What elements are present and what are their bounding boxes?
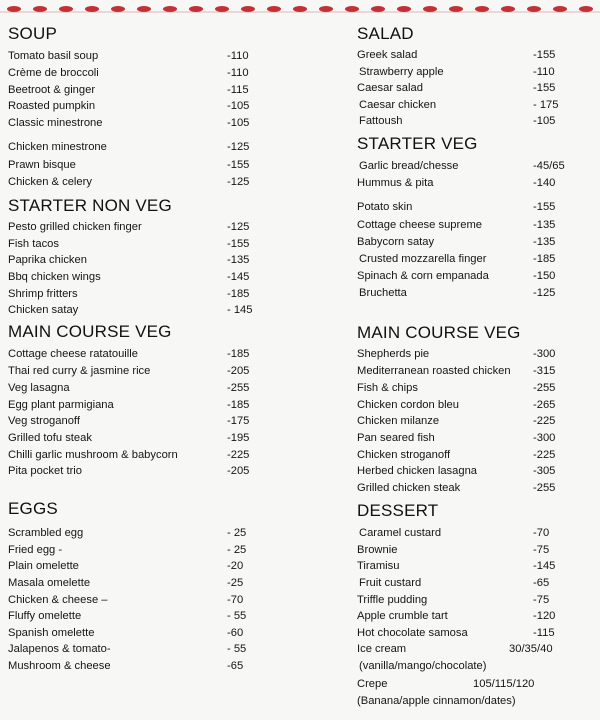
menu-item-name: Potato skin [357,201,413,213]
menu-item-name: Mushroom & cheese [8,660,111,672]
menu-item-name: Mediterranean roasted chicken [357,365,511,377]
menu-item-name: Cottage cheese ratatouille [8,348,138,360]
menu-item-name: Beetroot & ginger [8,84,96,96]
menu-item-price: -125 [533,287,556,299]
menu-item-name: Caramel custard [359,527,442,539]
menu-item-price: -225 [533,449,556,461]
menu-item-price: -110 [533,66,555,78]
menu-item-name: Pesto grilled chicken finger [8,221,142,233]
menu-item-price: -65 [227,660,244,672]
menu-item-name: Herbed chicken lasagna [357,465,478,477]
menu-item-price: -225 [227,449,250,461]
menu-item-price: -25 [227,577,244,589]
menu-item-price: -105 [227,100,250,112]
menu-item-price: -185 [227,399,250,411]
menu-item-name: Ice cream [357,643,407,655]
menu-item-price: -75 [533,594,550,606]
menu-item-price: -75 [533,544,550,556]
menu-item-price: -175 [227,415,250,427]
menu-item-price: -120 [533,610,556,622]
menu-item-name: Plain omelette [8,560,79,572]
menu-item-name: Chicken minestrone [8,141,107,153]
menu-item-price: -70 [533,527,550,539]
menu-item-price: -135 [533,236,556,248]
menu-item-name: Spinach & corn empanada [357,270,489,282]
menu-item-name: Pan seared fish [357,432,435,444]
menu-item-name: Chicken & celery [8,176,92,188]
menu-item-name: Thai red curry & jasmine rice [8,365,151,377]
menu-item-price: -305 [533,465,556,477]
menu-item-name: Grilled chicken steak [357,482,461,494]
menu-item-price: -135 [533,219,556,231]
section-title-dessert: DESSERT [357,501,439,520]
menu-item-name: Strawberry apple [359,66,444,78]
menu-item-price: -300 [533,348,556,360]
section-title-starter-non-veg: STARTER NON VEG [8,196,172,215]
section-title-eggs: EGGS [8,499,58,518]
menu-item-name: Egg plant parmigiana [8,399,114,411]
menu-item-name: Grilled tofu steak [8,432,92,444]
menu-item-price: -255 [533,482,556,494]
menu-item-name: Garlic bread/chesse [359,160,459,172]
menu-item-price: -20 [227,560,244,572]
menu-item-name: Apple crumble tart [357,610,448,622]
menu-item-name: (vanilla/mango/chocolate) [359,660,487,672]
menu-item-price: -195 [227,432,250,444]
menu-item-name: (Banana/apple cinnamon/dates) [357,695,516,707]
menu-item-name: Chicken satay [8,304,79,316]
menu-item-price: -70 [227,594,244,606]
menu-item-price: -110 [227,67,249,79]
menu-item-price: -145 [227,271,250,283]
menu-item-price: -205 [227,365,250,377]
menu-item-price: 30/35/40 [509,643,553,655]
menu-item-price: -185 [227,288,250,300]
menu-item-name: Bruchetta [359,287,407,299]
menu-item-name: Fluffy omelette [8,610,82,622]
menu-item-price: -300 [533,432,556,444]
section-title-main-course-veg-right: MAIN COURSE VEG [357,323,521,342]
menu-item-name: Hot chocolate samosa [357,627,468,639]
menu-item-name: Pita pocket trio [8,465,82,477]
menu-item-name: Cottage cheese supreme [357,219,483,231]
menu-item-name: Hummus & pita [357,177,434,189]
menu-item-price: - 55 [227,643,247,655]
menu-item-price: -155 [533,49,556,61]
menu-item-price: -140 [533,177,556,189]
menu-item-name: Fruit custard [359,577,422,589]
menu-item-name: Triffle pudding [357,594,428,606]
menu-item-name: Fattoush [359,115,403,127]
menu-item-price: -185 [533,253,556,265]
section-title-salad: SALAD [357,24,414,43]
menu-item-price: -255 [533,382,556,394]
menu-item-name: Roasted pumpkin [8,100,96,112]
menu-item-name: Greek salad [357,49,418,61]
menu-item-price: -150 [533,270,556,282]
menu-item-name: Chicken & cheese – [8,594,108,606]
menu-item-price: -155 [227,159,250,171]
menu-item-name: Scrambled egg [8,527,84,539]
menu-item-price: -115 [227,84,249,96]
menu-item-price: -315 [533,365,556,377]
menu-item-price: -135 [227,254,250,266]
menu-item-price: -110 [227,50,249,62]
menu-item-price: -155 [533,82,556,94]
menu-item-name: Classic minestrone [8,117,103,129]
menu-item-price: - 175 [533,99,559,111]
menu-item-name: Veg lasagna [8,382,70,394]
menu-item-name: Chicken cordon bleu [357,399,459,411]
menu-item-price: - 55 [227,610,247,622]
menu-item-name: Bbq chicken wings [8,271,101,283]
menu-item-price: -45/65 [533,160,565,172]
menu-item-price: -65 [533,577,550,589]
menu-item-price: -185 [227,348,250,360]
menu-item-price: -225 [533,415,556,427]
menu-item-name: Brownie [357,544,398,556]
menu-item-price: -255 [227,382,250,394]
menu-item-price: -105 [227,117,250,129]
menu-item-name: Masala omelette [8,577,91,589]
menu-item-name: Veg stroganoff [8,415,80,427]
menu-item-name: Tomato basil soup [8,50,99,62]
section-title-soup: SOUP [8,24,57,43]
menu-item-name: Tiramisu [357,560,400,572]
menu-item-price: -265 [533,399,556,411]
section-title-main-course-veg-left: MAIN COURSE VEG [8,322,172,341]
top-red-border-decoration [0,0,600,22]
menu-item-name: Shrimp fritters [8,288,78,300]
menu-item-name: Fish & chips [357,382,418,394]
menu-item-name: Prawn bisque [8,159,76,171]
menu-item-price: -115 [533,627,555,639]
menu-item-price: -145 [533,560,556,572]
menu-item-name: Spanish omelette [8,627,95,639]
menu-item-name: Crepe [357,678,388,690]
menu-item-name: Chicken milanze [357,415,440,427]
menu-item-name: Paprika chicken [8,254,87,266]
menu-item-name: Chilli garlic mushroom & babycorn [8,449,178,461]
menu-item-name: Fried egg - [8,544,63,556]
menu-item-name: Jalapenos & tomato- [8,643,111,655]
menu-item-price: - 25 [227,544,247,556]
menu-item-price: -155 [533,201,556,213]
section-title-starter-veg: STARTER VEG [357,134,478,153]
menu-item-name: Shepherds pie [357,348,430,360]
menu-item-price: -125 [227,221,250,233]
menu-item-price: -60 [227,627,244,639]
menu-item-price: -125 [227,176,250,188]
menu-item-name: Fish tacos [8,238,59,250]
menu-item-price: - 145 [227,304,253,316]
menu-item-name: Caesar salad [357,82,423,94]
menu-item-price: -155 [227,238,250,250]
menu-item-name: Chicken stroganoff [357,449,451,461]
menu-item-name: Caesar chicken [359,99,437,111]
menu-item-name: Crusted mozzarella finger [359,253,487,265]
menu-item-price: -105 [533,115,556,127]
menu-item-name: Crème de broccoli [8,67,99,79]
menu-item-price: -125 [227,141,250,153]
menu-item-price: - 25 [227,527,247,539]
menu-item-price: -205 [227,465,250,477]
menu-item-price: 105/115/120 [473,678,535,690]
menu-item-name: Babycorn satay [357,236,435,248]
